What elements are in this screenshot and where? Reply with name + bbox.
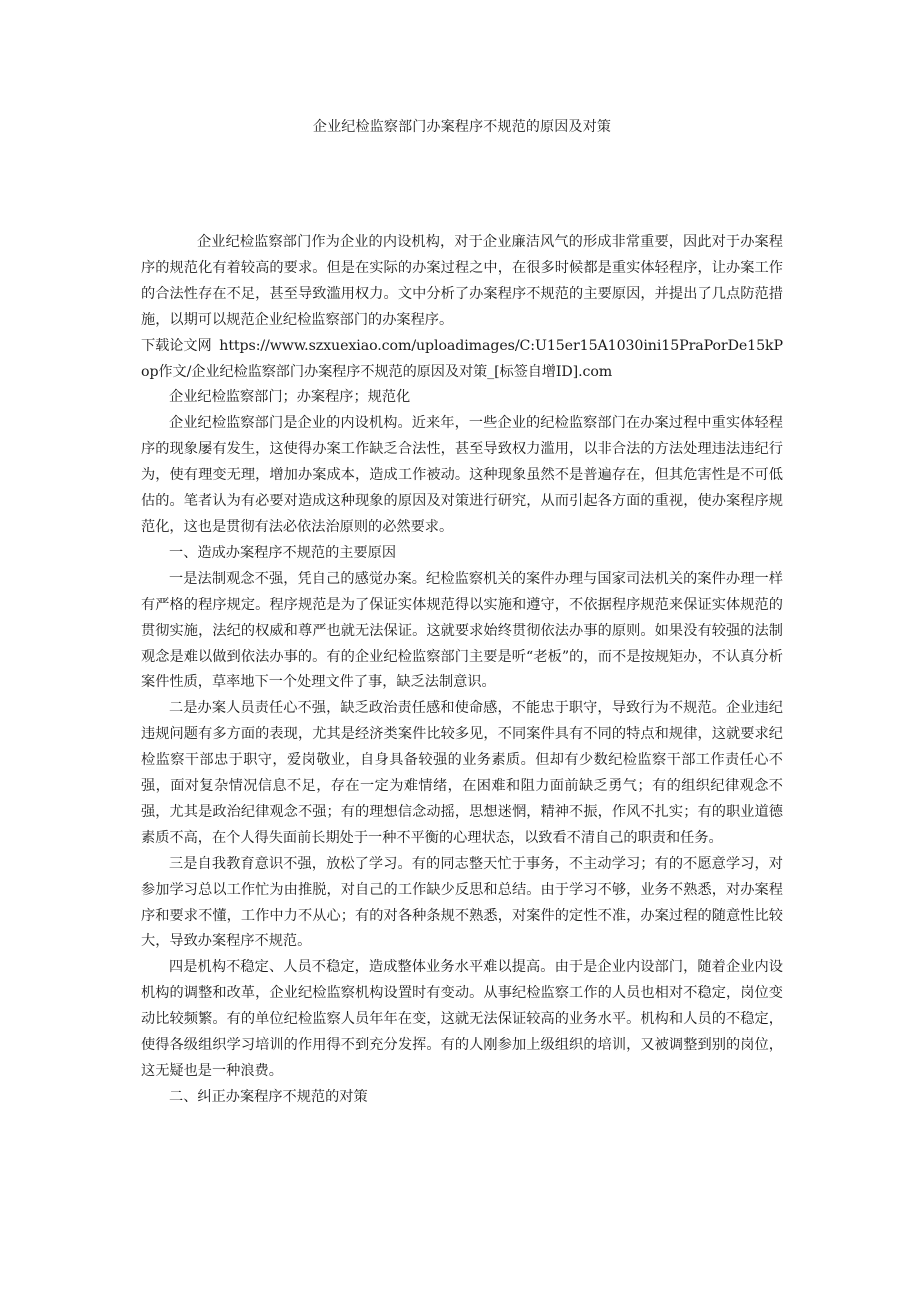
abstract-paragraph: 企业纪检监察部门作为企业的内设机构，对于企业廉洁风气的形成非常重要，因此对于办案程序的规范化有着较高的要求。但是在实际的办案过程之中，在很多时候都是重实体轻程序，让办案工作的合法性存在不足，甚至导致滥用权力。文中分析了办案程序不规范的主要原因，并提出了几点防范措施，以期可以规范企业纪检监察部门的办案程序。 bbox=[141, 234, 783, 328]
body-paragraph-intro: 企业纪检监察部门是企业的内设机构。近来年，一些企业的纪检监察部门在办案过程中重实体轻程序的现象屡有发生，这使得办案工作缺乏合法性，甚至导致权力滥用，以非合法的方法处理违法违纪行为，使有理变无理，增加办案成本，造成工作被动。这种现象虽然不是普遍存在，但其危害性是不可低估的。笔者认为有必要对造成这种现象的原因及对策进行研究，从而引起各方面的重视，使办案程序规范化，这也是贯彻有法必依法治原则的必然要求。 bbox=[141, 415, 783, 535]
download-prefix: 下载论文网 bbox=[141, 337, 212, 354]
section-heading-countermeasures: 二、纠正办案程序不规范的对策 bbox=[169, 1088, 368, 1105]
body-paragraph-cause-3: 三是自我教育意识不强，放松了学习。有的同志整天忙于事务，不主动学习；有的不愿意学习，对参加学习总以工作忙为由推脱，对自己的工作缺少反思和总结。由于学习不够，业务不熟悉，对办案程序和要求不懂，工作中力不从心；有的对各种条规不熟悉，对案件的定性不准，办案过程的随意性比较大，导致办案程序不规范。 bbox=[141, 855, 783, 950]
download-url[interactable]: https://www.szxuexiao.com/uploadimages/C:U15er15A1030ini15PraPorDe15kPop作文/企业纪检监察部门办案程序不规范的原因及对策_[标签自增ID].com bbox=[141, 337, 783, 380]
download-link-line[interactable] bbox=[141, 334, 783, 386]
body-paragraph-cause-4: 四是机构不稳定、人员不稳定，造成整体业务水平难以提高。由于是企业内设部门，随着企业内设机构的调整和改革，企业纪检监察机构设置时有变动。从事纪检监察工作的人员也相对不稳定，岗位变动比较频繁。有的单位纪检监察人员年年在变，这就无法保证较高的业务水平。机构和人员的不稳定，使得各级组织学习培训的作用得不到充分发挥。有的人刚参加上级组织的培训，又被调整到别的岗位，这无疑也是一种浪费。 bbox=[141, 959, 783, 1079]
document-body bbox=[141, 230, 783, 1111]
keywords-line: 企业纪检监察部门；办案程序；规范化 bbox=[169, 389, 411, 406]
section-heading-causes: 一、造成办案程序不规范的主要原因 bbox=[169, 544, 397, 561]
document-title: 企业纪检监察部门办案程序不规范的原因及对策 bbox=[312, 119, 612, 135]
body-paragraph-cause-1: 一是法制观念不强，凭自己的感觉办案。纪检监察机关的案件办理与国家司法机关的案件办理一样有严格的程序规定。程序规范是为了保证实体规范得以实施和遵守，不依据程序规范来保证实体规范的贯彻实施，法纪的权威和尊严也就无法保证。这就要求始终贯彻依法办事的原则。如果没有较强的法制观念是难以做到依法办事的。有的企业纪检监察部门主要是听“老板”的，而不是按规矩办，不认真分析案件性质，草率地下一个处理文件了事，缺乏法制意识。 bbox=[141, 570, 783, 691]
body-paragraph-cause-2: 二是办案人员责任心不强，缺乏政治责任感和使命感，不能忠于职守，导致行为不规范。企业违纪违规问题有多方面的表现，尤其是经济类案件比较多见，不同案件具有不同的特点和规律，这就要求纪检监察干部忠于职守，爱岗敬业，自身具备较强的业务素质。但却有少数纪检监察干部工作责任心不强，面对复杂情况信息不足，存在一定为难情绪，在困难和阻力面前缺乏勇气；有的组织纪律观念不强，尤其是政治纪律观念不强；有的理想信念动摇，思想迷惘，精神不振，作风不扎实；有的职业道德素质不高，在个人得失面前长期处于一种不平衡的心理状态，以致看不清自己的职责和任务。 bbox=[141, 700, 783, 846]
